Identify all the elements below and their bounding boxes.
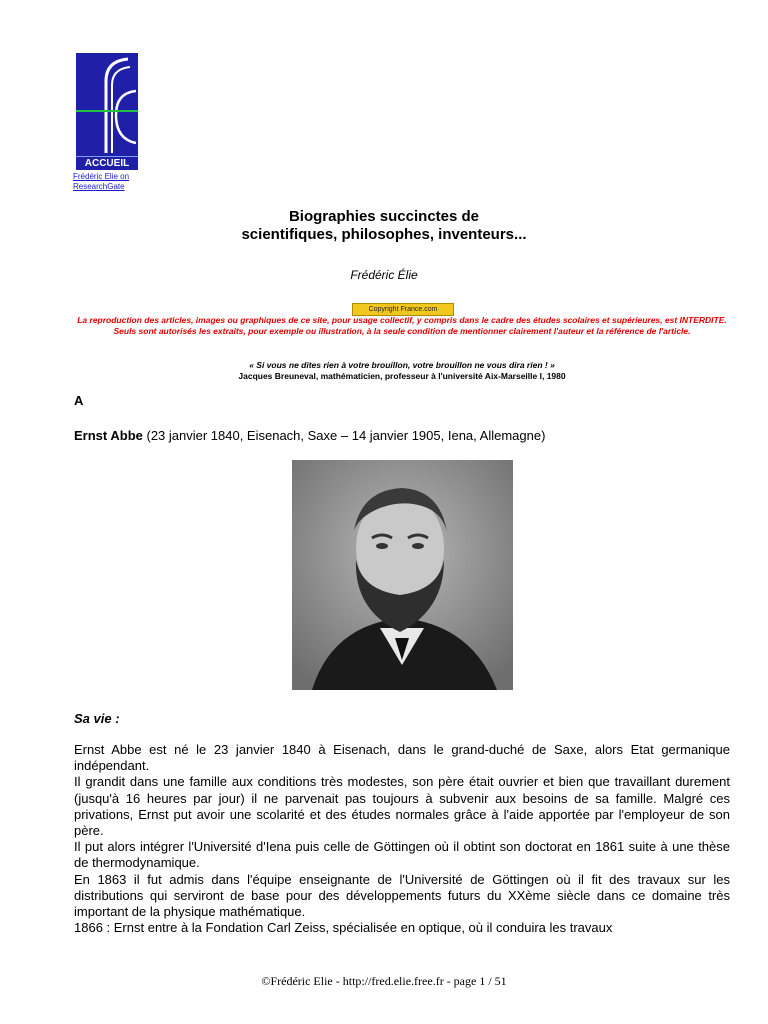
biography-body xyxy=(74,742,730,936)
entry-dates: (23 janvier 1840, Eisenach, Saxe – 14 janvier 1905, Iena, Allemagne) xyxy=(146,428,546,443)
section-letter: A xyxy=(74,393,84,408)
copyright-notice: La reproduction des articles, images ou graphiques de ce site, pour usage collectif, y compris dans le cadre des études scolaires et supérieures, est INTERDITE. Seuls sont autorisés les extraits, pour exemple ou illustration, à la seule condition de mentionner clairement l'auteur et la référence de l'article. xyxy=(77,315,727,336)
entry-name: Ernst Abbe xyxy=(74,428,143,443)
researchgate-link[interactable]: Frédéric Elie on ResearchGate xyxy=(73,172,130,191)
paragraph: Il put alors intégrer l'Université d'Iena puis celle de Göttingen où il obtint son doctorat en 1861 suite à une thèse de thermodynamique. xyxy=(74,839,730,871)
document-title xyxy=(0,208,768,244)
portrait-illustration xyxy=(292,460,513,690)
epigraph xyxy=(76,360,728,382)
paragraph: Ernst Abbe est né le 23 janvier 1840 à Eisenach, dans le grand-duché de Saxe, alors Etat germanique indépendant. xyxy=(74,742,730,774)
epigraph-text: « Si vous ne dites rien à votre brouillon, votre brouillon ne vous dira rien ! » xyxy=(249,360,555,370)
site-logo[interactable] xyxy=(76,53,138,170)
copyright-badge[interactable]: Copyright France.com xyxy=(352,303,454,316)
paragraph: Il grandit dans une famille aux conditions très modestes, son père était ouvrier et bien que travaillant durement (jusqu'à 16 heures par jour) il ne parvenait pas toujours à subvenir aux besoins de sa famille. Malgré ces privations, Ernst put avoir une scolarité et des études normales grâce à l'aide apportée par l'employeur de son père. xyxy=(74,774,730,839)
logo-accueil-label: ACCUEIL xyxy=(76,156,138,170)
author-name: Frédéric Élie xyxy=(350,268,418,282)
paragraph: 1866 : Ernst entre à la Fondation Carl Zeiss, spécialisée en optique, où il conduira les travaux xyxy=(74,920,613,936)
page-footer: ©Frédéric Elie - http://fred.elie.free.fr - page 1 / 51 xyxy=(261,974,507,988)
title-line-2: scientifiques, philosophes, inventeurs... xyxy=(241,226,527,243)
subsection-heading: Sa vie : xyxy=(74,711,120,726)
logo-graphic xyxy=(76,53,138,157)
title-line-1: Biographies succinctes de xyxy=(288,208,480,225)
paragraph: En 1863 il fut admis dans l'équipe enseignante de l'Université de Göttingen où il fit des travaux sur les distributions qui serviront de base pour des développements futurs du XXème siècle dans ce domaine très important de la physique mathématique. xyxy=(74,871,730,920)
portrait-photo xyxy=(292,460,513,690)
entry-heading xyxy=(74,428,545,443)
epigraph-attribution: Jacques Breuneval, mathématicien, professeur à l'université Aix-Marseille I, 1980 xyxy=(238,371,566,381)
